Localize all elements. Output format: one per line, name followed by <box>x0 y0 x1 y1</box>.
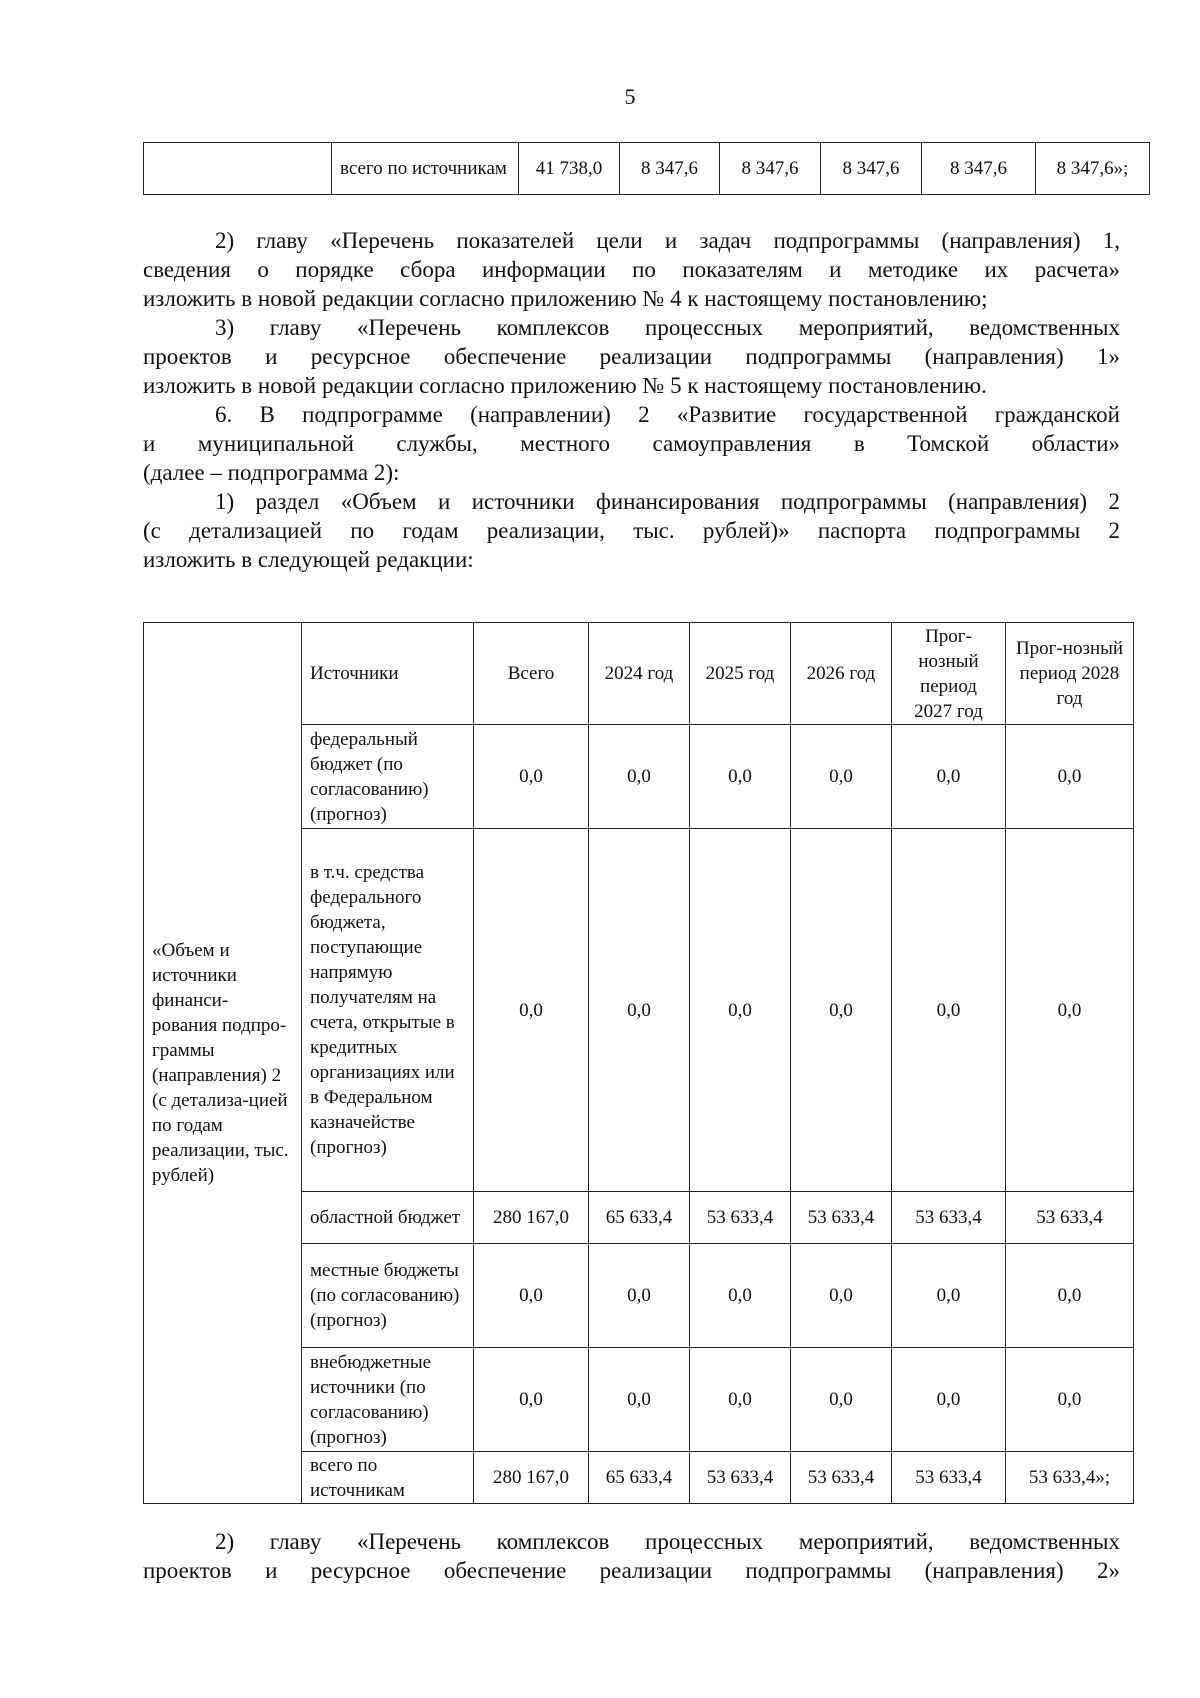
value-cell: 0,0 <box>690 829 791 1192</box>
source-cell: всего по источникам <box>302 1452 474 1504</box>
value-cell: 0,0 <box>589 1244 690 1348</box>
text-line: и муниципальной службы, местного самоуправления в Томской области» <box>143 431 1120 456</box>
source-cell: местные бюджеты (по согласованию) (прогноз) <box>302 1244 474 1348</box>
column-header: Всего <box>474 623 589 725</box>
value-cell: 0,0 <box>474 829 589 1192</box>
value-cell: 0,0 <box>791 725 892 829</box>
text-line: (далее – подпрограмма 2): <box>143 460 400 485</box>
value-cell: 0,0 <box>1006 725 1134 829</box>
value-cell: 0,0 <box>791 1244 892 1348</box>
source-cell: в т.ч. средства федерального бюджета, поступающие напрямую получателям на счета, открытые в кредитных организациях или в Федеральном казначействе (прогноз) <box>302 829 474 1192</box>
column-header: Прог-нозный период 2027 год <box>892 623 1006 725</box>
value-cell: 0,0 <box>690 725 791 829</box>
value-cell: 0,0 <box>892 1244 1006 1348</box>
value-cell: 53 633,4»; <box>1006 1452 1134 1504</box>
text-line: 6. В подпрограмме (направлении) 2 «Развитие государственной гражданской <box>215 402 1120 427</box>
value-cell: 8 347,6»; <box>1036 143 1150 195</box>
source-cell: федеральный бюджет (по согласованию) (прогноз) <box>302 725 474 829</box>
value-cell: 53 633,4 <box>791 1452 892 1504</box>
text-line: изложить в следующей редакции: <box>143 547 474 572</box>
value-cell: 53 633,4 <box>892 1192 1006 1244</box>
source-cell: областной бюджет <box>302 1192 474 1244</box>
value-cell: 8 347,6 <box>821 143 922 195</box>
value-cell: 65 633,4 <box>589 1192 690 1244</box>
value-cell: 0,0 <box>1006 1348 1134 1452</box>
value-cell: 0,0 <box>474 1244 589 1348</box>
value-cell: 0,0 <box>791 829 892 1192</box>
value-cell: 0,0 <box>690 1244 791 1348</box>
table-row <box>144 143 1150 195</box>
value-cell: 53 633,4 <box>1006 1192 1134 1244</box>
value-cell: 65 633,4 <box>589 1452 690 1504</box>
value-cell: 0,0 <box>589 1348 690 1452</box>
text-line: 2) главу «Перечень показателей цели и задач подпрограммы (направления) 1, <box>215 228 1120 253</box>
text-line: (с детализацией по годам реализации, тыс. рублей)» паспорта подпрограммы 2 <box>143 518 1120 543</box>
column-header: 2026 год <box>791 623 892 725</box>
value-cell: 0,0 <box>1006 829 1134 1192</box>
financing-table <box>143 622 1134 1504</box>
value-cell: 0,0 <box>791 1348 892 1452</box>
empty-cell <box>144 143 332 195</box>
value-cell: 0,0 <box>589 725 690 829</box>
value-cell: 53 633,4 <box>690 1192 791 1244</box>
text-line: сведения о порядке сбора информации по показателям и методике их расчета» <box>143 257 1120 282</box>
page-number: 5 <box>624 84 636 109</box>
value-cell: 0,0 <box>1006 1244 1134 1348</box>
text-line: 3) главу «Перечень комплексов процессных мероприятий, ведомственных <box>215 315 1120 340</box>
value-cell: 0,0 <box>474 1348 589 1452</box>
text-line: 1) раздел «Объем и источники финансирования подпрограммы (направления) 2 <box>215 489 1120 514</box>
value-cell: 0,0 <box>474 725 589 829</box>
value-cell: 41 738,0 <box>519 143 620 195</box>
value-cell: 0,0 <box>589 829 690 1192</box>
row-label: всего по источникам <box>332 143 519 195</box>
value-cell: 53 633,4 <box>690 1452 791 1504</box>
value-cell: 0,0 <box>892 1348 1006 1452</box>
value-cell: 0,0 <box>892 829 1006 1192</box>
column-header: 2024 год <box>589 623 690 725</box>
body-text <box>143 226 1120 574</box>
value-cell: 280 167,0 <box>474 1452 589 1504</box>
value-cell: 8 347,6 <box>922 143 1036 195</box>
text-line: 2) главу «Перечень комплексов процессных мероприятий, ведомственных <box>215 1529 1120 1554</box>
top-table <box>143 142 1150 195</box>
text-line: проектов и ресурсное обеспечение реализации подпрограммы (направления) 2» <box>143 1558 1120 1583</box>
section-title-cell: «Объем и источники финанси-рования подпро-граммы (направления) 2 (с детализа-цией по годам реализации, тыс. рублей) <box>144 623 302 1504</box>
value-cell: 53 633,4 <box>791 1192 892 1244</box>
value-cell: 0,0 <box>690 1348 791 1452</box>
column-header: Источники <box>302 623 474 725</box>
text-line: проектов и ресурсное обеспечение реализации подпрограммы (направления) 1» <box>143 344 1120 369</box>
text-line: изложить в новой редакции согласно приложению № 4 к настоящему постановлению; <box>143 286 988 311</box>
value-cell: 280 167,0 <box>474 1192 589 1244</box>
text-line: изложить в новой редакции согласно приложению № 5 к настоящему постановлению. <box>143 373 987 398</box>
body-text-bottom <box>143 1527 1120 1585</box>
column-header: Прог-нозный период 2028 год <box>1006 623 1134 725</box>
column-header: 2025 год <box>690 623 791 725</box>
value-cell: 8 347,6 <box>720 143 821 195</box>
source-cell: внебюджетные источники (по согласованию) (прогноз) <box>302 1348 474 1452</box>
value-cell: 0,0 <box>892 725 1006 829</box>
value-cell: 53 633,4 <box>892 1452 1006 1504</box>
table-header-row <box>144 623 1134 725</box>
value-cell: 8 347,6 <box>620 143 720 195</box>
